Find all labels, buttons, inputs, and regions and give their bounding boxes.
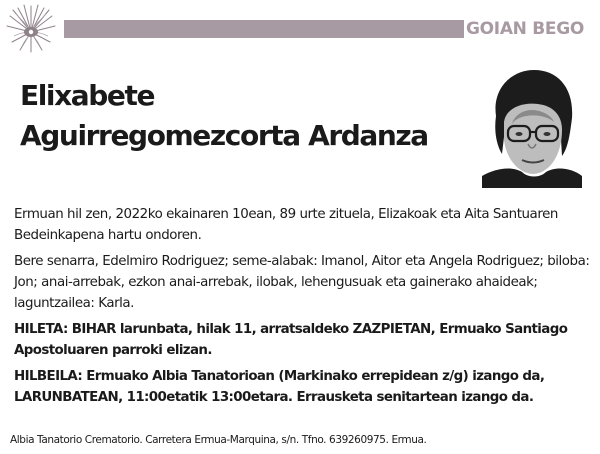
- funeral-paragraph: HILETA: BIHAR larunbata, hilak 11, arratsaldeko ZAZPIETAN, Ermuako Santiago Apostoluaren parroki elizan.: [14, 322, 568, 358]
- section-label: GOIAN BEGO: [466, 19, 585, 39]
- deceased-surnames: Aguirregomezcorta Ardanza: [20, 119, 428, 152]
- death-notice-paragraph: Ermuan hil zen, 2022ko ekainaren 10ean, 89 urte zituela, Elizakoak eta Aita Santuaren Bedeinkapena hartu ondoren.: [14, 207, 558, 243]
- thistle-flower-icon: [4, 2, 58, 54]
- obituary-body: [14, 204, 590, 413]
- header-band: [64, 20, 464, 38]
- wake-paragraph: HILBEILA: Ermuako Albia Tanatorioan (Markinako errepidean z/g) izango da, LARUNBATEAN, 11:00etatik 13:00etara. Errausketa senitartean izango da.: [14, 369, 545, 405]
- family-paragraph: Bere senarra, Edelmiro Rodriguez; seme-alabak: Imanol, Aitor eta Angela Rodriguez; biloba: Jon; anai-arrebak, ezkon anai-arrebak, ilobak, lehengusuak eta gainerako ahaideak; laguntzailea: Karla.: [14, 254, 590, 311]
- portrait-photo: [482, 64, 582, 188]
- deceased-name: [20, 76, 470, 156]
- deceased-first-name: Elixabete: [20, 79, 155, 112]
- funeral-home-footer: Albia Tanatorio Crematorio. Carretera Ermua-Marquina, s/n. Tfno. 639260975. Ermua.: [10, 434, 427, 446]
